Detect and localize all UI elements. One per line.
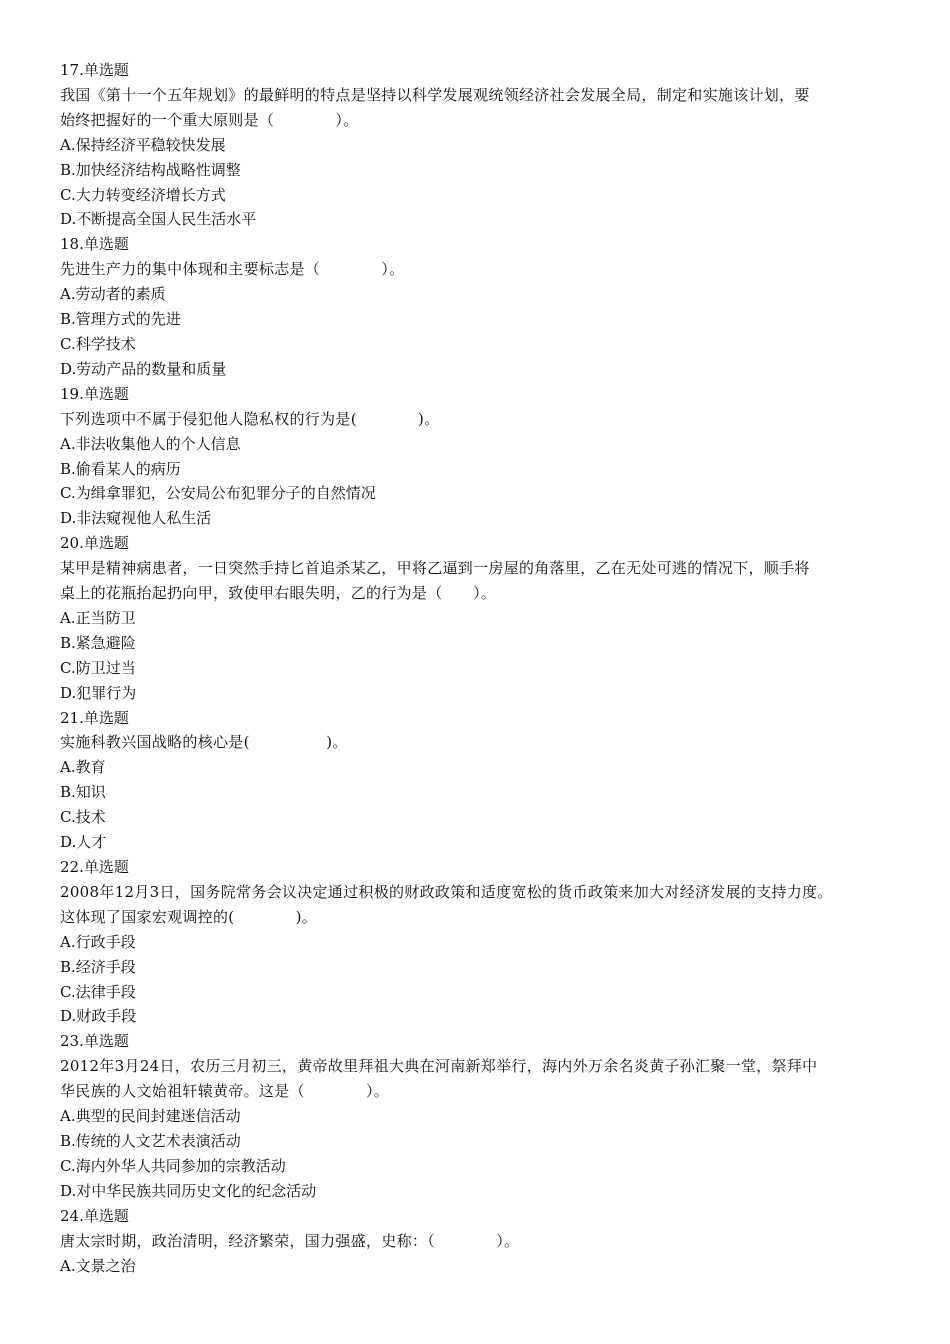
question-18	[60, 232, 900, 381]
option-b: B.紧急避险	[60, 633, 136, 652]
question-20	[60, 531, 900, 705]
question-stem: 我国《第十一个五年规划》的最鲜明的特点是坚持以科学发展观统领经济社会发展全局，制定和实施该计划，要	[60, 85, 810, 104]
option-a: A.保持经济平稳较快发展	[60, 135, 226, 154]
option-a: A.正当防卫	[60, 608, 136, 627]
question-19	[60, 382, 900, 531]
question-17	[60, 58, 900, 232]
question-stem: 这体现了国家宏观调控的( )。	[60, 907, 318, 926]
question-stem: 2008年12月3日，国务院常务会议决定通过积极的财政政策和适度宽松的货币政策来加大对经济发展的支持力度。	[60, 882, 833, 901]
option-b: B.管理方式的先进	[60, 310, 181, 329]
option-d: D.财政手段	[60, 1007, 137, 1026]
question-header: 20.单选题	[60, 534, 129, 553]
question-header: 24.单选题	[60, 1206, 129, 1225]
option-d: D.非法窥视他人私生活	[60, 509, 212, 528]
question-header: 23.单选题	[60, 1032, 129, 1051]
option-d: D.对中华民族共同历史文化的纪念活动	[60, 1181, 317, 1200]
option-a: A.劳动者的素质	[60, 285, 166, 304]
option-c: C.法律手段	[60, 982, 136, 1001]
question-stem: 华民族的人文始祖轩辕黄帝。这是（ ）。	[60, 1082, 390, 1101]
question-stem: 实施科教兴国战略的核心是( )。	[60, 733, 348, 752]
option-d: D.人才	[60, 833, 107, 852]
option-d: D.不断提高全国人民生活水平	[60, 210, 257, 229]
option-c: C.技术	[60, 808, 106, 827]
question-24	[60, 1204, 900, 1279]
option-b: B.偷看某人的病历	[60, 459, 181, 478]
question-header: 21.单选题	[60, 708, 129, 727]
option-a: A.教育	[60, 758, 106, 777]
option-c: C.科学技术	[60, 334, 136, 353]
option-b: B.经济手段	[60, 957, 136, 976]
question-21	[60, 706, 900, 855]
question-22	[60, 855, 900, 1029]
question-header: 19.单选题	[60, 384, 129, 403]
option-a: A.行政手段	[60, 932, 136, 951]
option-c: C.大力转变经济增长方式	[60, 185, 226, 204]
question-header: 22.单选题	[60, 858, 129, 876]
option-c: C.为缉拿罪犯，公安局公布犯罪分子的自然情况	[60, 484, 376, 503]
option-b: B.传统的人文艺术表演活动	[60, 1131, 241, 1150]
question-stem: 唐太宗时期，政治清明，经济繁荣，国力强盛，史称：（ ）。	[60, 1231, 520, 1250]
question-header: 18.单选题	[60, 235, 129, 254]
question-stem: 下列选项中不属于侵犯他人隐私权的行为是( )。	[60, 409, 440, 428]
question-header: 17.单选题	[60, 61, 129, 79]
option-a: A.文景之治	[60, 1256, 136, 1275]
option-b: B.加快经济结构战略性调整	[60, 160, 241, 179]
question-stem: 始终把握好的一个重大原则是（ ）。	[60, 110, 359, 129]
question-stem: 先进生产力的集中体现和主要标志是（ ）。	[60, 260, 405, 279]
option-a: A.非法收集他人的个人信息	[60, 434, 241, 453]
option-c: C.防卫过当	[60, 658, 136, 677]
option-b: B.知识	[60, 783, 106, 802]
question-stem: 某甲是精神病患者，一日突然手持匕首追杀某乙，甲将乙逼到一房屋的角落里，乙在无处可逃的情况下，顺手将	[60, 559, 810, 578]
option-d: D.劳动产品的数量和质量	[60, 359, 227, 378]
question-document	[60, 58, 900, 1278]
question-stem: 2012年3月24日，农历三月初三，黄帝故里拜祖大典在河南新郑举行，海内外万余名炎黄子孙汇聚一堂，祭拜中	[60, 1057, 818, 1076]
question-stem: 桌上的花瓶抬起扔向甲，致使甲右眼失明，乙的行为是（ ）。	[60, 584, 497, 603]
option-d: D.犯罪行为	[60, 683, 137, 702]
option-c: C.海内外华人共同参加的宗教活动	[60, 1156, 286, 1175]
option-a: A.典型的民间封建迷信活动	[60, 1107, 241, 1126]
question-23	[60, 1029, 900, 1203]
